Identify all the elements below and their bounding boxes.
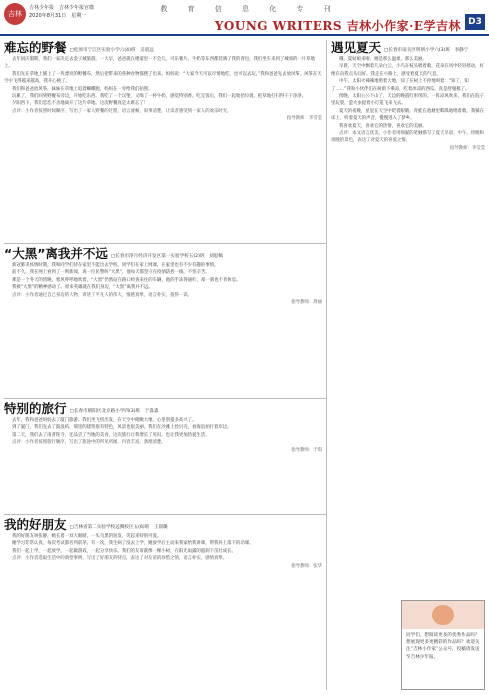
article-paragraph: 点评：小作者按照旅行顺序，写出了旅途中的所见所闻，内容丰富，条理清楚。 [12,440,166,446]
article-title: 我的好朋友 [4,517,67,532]
article-paragraph: 早晨，天空中飘着几朵白云，小鸟在枝头唱着歌，花朵在风中轻轻摇动，好像在向我点头问好。我走在小路上，感受着夏天的气息。 [331,64,484,77]
article-byline: □松原市宁江区实验小学六(4)班 吴晨远 [69,47,154,53]
teacher-credit: 指导教师：张华 [291,563,322,569]
article-byline: □长春市朝阳区北京路小学四(3)班 于淼淼 [69,408,159,414]
article-paragraph: 新冠肺炎疫情时期，我和同学们待在家里不能出去学校，同学们在家上网课，在家里也有不少有趣的事情。 [12,263,219,268]
teacher-credit: 指导教师：李雪莹 [286,116,322,122]
article-paragraph: 我们先在草地上铺上了一块漂亮的野餐布，然后把带来的各种食物都摆了出来。妈妈说：“大家今天可以尽情地吃，也可以去玩。”我和爸爸先去放风筝，风筝在天空中飞得越来越高，我开心极了。 [4,71,322,85]
wechat-notice [401,600,485,690]
page-header [0,0,489,36]
article-paragraph: 我被“大黑”的精神感动了。原来英雄就在我们身边，“大黑”离我并不远。 [12,285,153,291]
section-slogan: 教 育 信 息 化 专 刊 [160,5,340,13]
paper-name: 吉林少年报 [29,5,55,11]
article-paragraph: 到了厦门，我们先去了鼓浪屿，那里的建筑很有特色，风景也很美丽。我们在沙滩上捡贝壳，看海浪拍打着岸边。 [12,425,232,431]
article-picnic [4,40,322,240]
article-friend [4,517,322,691]
article-paragraph: 我们一起上学，一起放学，一起做游戏，一起分享快乐。我们的友谊就像一棵小树，在阳光雨露的滋润下茁壮成长。 [12,548,236,554]
article-byline: □长春市净月经济开发区第一实验学校五(2)班 刘思佩 [110,253,223,259]
article-paragraph: 去年国庆假期，我们一家决定去金子城旅游。一大早，爸爸就在楼道里一不会儿，可乐薯片、牛奶等东西都装满了我的背包，我们坐车来到了城郊的一片草地上。 [4,57,315,70]
article-paragraph: 那是一个冬天的傍晚，寒风呼呼地吹着，“大黑”仍然站在路口检查来往的车辆，他的手冻得通红，却一刻也不肯休息。 [12,277,241,283]
article-dahei [4,246,322,396]
article-paragraph: 夏天的夜晚，星星在天空中眨着眼睛，青蛙在池塘里呱呱地唱着歌。我躺在床上，听着夏天的声音，慢慢进入了梦乡。 [331,108,484,122]
article-byline: □吉林省第二实验学校远腾校区五(6)班 王晨璐 [69,524,168,530]
article-byline: □长春市南关区明朗小学六(3)班 李静宁 [384,47,469,53]
article-summer [331,40,485,595]
article-paragraph: 第二天，我们去了南普陀寺，还品尝了当地的美食。这次旅行让我增长了见识，也让我更加热爱生活。 [12,432,210,438]
issue-date: 2020年8月31日 [29,13,67,19]
article-paragraph: 前不久，我在网上看到了一则新闻，说一位民警叫“大黑”，他每天都坚守在疫情防控一线，不怕辛苦。 [12,270,210,276]
teacher-credit: 指导教师：于琪 [291,447,322,453]
column-title: YOUNG WRITERS 吉林小作家·E学吉林 [214,19,461,33]
teacher-credit: 指导教师：周丽 [291,300,322,306]
article-paragraph: 点评：小作者按照时间顺序，写出了一家人野餐的过程，语言流畅，叙事清楚，让读者感受到一家人的欢乐时光。 [12,108,232,114]
article-paragraph: 我们和爸爸放风筝，妹妹在草地上追着蝴蝶跑，妈妈在一旁给我们拍照。 [12,86,153,92]
mascot-icon [432,605,454,625]
article-title: 遇见夏天 [331,40,382,55]
notice-text: 同学们，想阅读更多的优秀作品吗？想展现更多更精彩的作品吗？欢迎关注“吉林小作家”公众号，投稿请发送至吉林少年报。 [406,633,480,660]
article-title: 难忘的野餐 [4,40,67,55]
article-paragraph: 点评：小作者选取生活中的典型事例，写出了好朋友的特点，表达了对友谊的珍惜之情，语言朴实，感情真挚。 [12,556,228,562]
article-paragraph: 去年，我和爸爸妈妈去了厦门旅游。我们坐飞机出发，在天空中俯瞰大地，心里别提多高兴了。 [12,418,197,423]
paper-logo: 吉林 [4,3,26,25]
paper-info [29,4,94,20]
article-title: “大黑”离我并不远 [4,246,108,261]
article-paragraph: 哦，夏姑娘来啦，她是那么温柔，那么美丽。 [339,57,427,62]
teacher-credit: 指导教师：李莹莹 [449,145,485,151]
article-paragraph: 我喜欢夏天，喜欢它的热情，喜欢它的美丽。 [339,123,427,129]
article-paragraph: 玩累了，我们回到野餐布旁边，开始吃东西。我吃了一个汉堡，又喝了一杯牛奶，感觉特别香。吃完饭后，我们一起收拾垃圾，把草地打扫得干干净净。 [12,94,307,100]
article-trip [4,401,322,511]
article-paragraph: 点评：小作者通过自己身边的人物，讲述了平凡人的伟大，情感真挚，语言朴实，值得一读。 [12,292,193,298]
article-paragraph: 点评：本文语言优美，小作者用细腻的笔触描写了夏天早晨、中午、傍晚和夜晚的景色，表达了对夏天的喜爱之情。 [331,131,484,144]
article-paragraph: 夕阳西下，我们恋恋不舍地离开了这片草地。这次野餐真是太难忘了！ [12,101,149,107]
paper-official: 吉林少年报官微 [59,5,95,11]
page-number: D3 [465,14,485,30]
article-paragraph: 傍晚，太阳公公下山了，天边的晚霞红彤彤的。一阵凉风吹来，我们在院子里玩耍，萤火虫提着小灯笼飞来飞去。 [331,94,484,107]
article-title: 特别的旅行 [4,401,67,416]
article-paragraph: 中午，太阳火辣辣地照着大地，知了在树上不停地叫着：“知了，知了……”我和小伙伴们在树荫下乘凉，吃着冰凉的西瓜，真是舒服极了。 [331,79,470,92]
article-paragraph: 我的好朋友叫张静，她长着一双大眼睛，一头乌黑的短发，笑起来特别可爱。 [12,534,162,539]
article-paragraph: 她学习非常认真，每次考试都名列前茅。有一次，我生病了没去上学，她放学后主动来我家给我讲课，帮我补上落下的功课。 [12,541,254,547]
issue-weekday: 星期一 [71,13,87,19]
